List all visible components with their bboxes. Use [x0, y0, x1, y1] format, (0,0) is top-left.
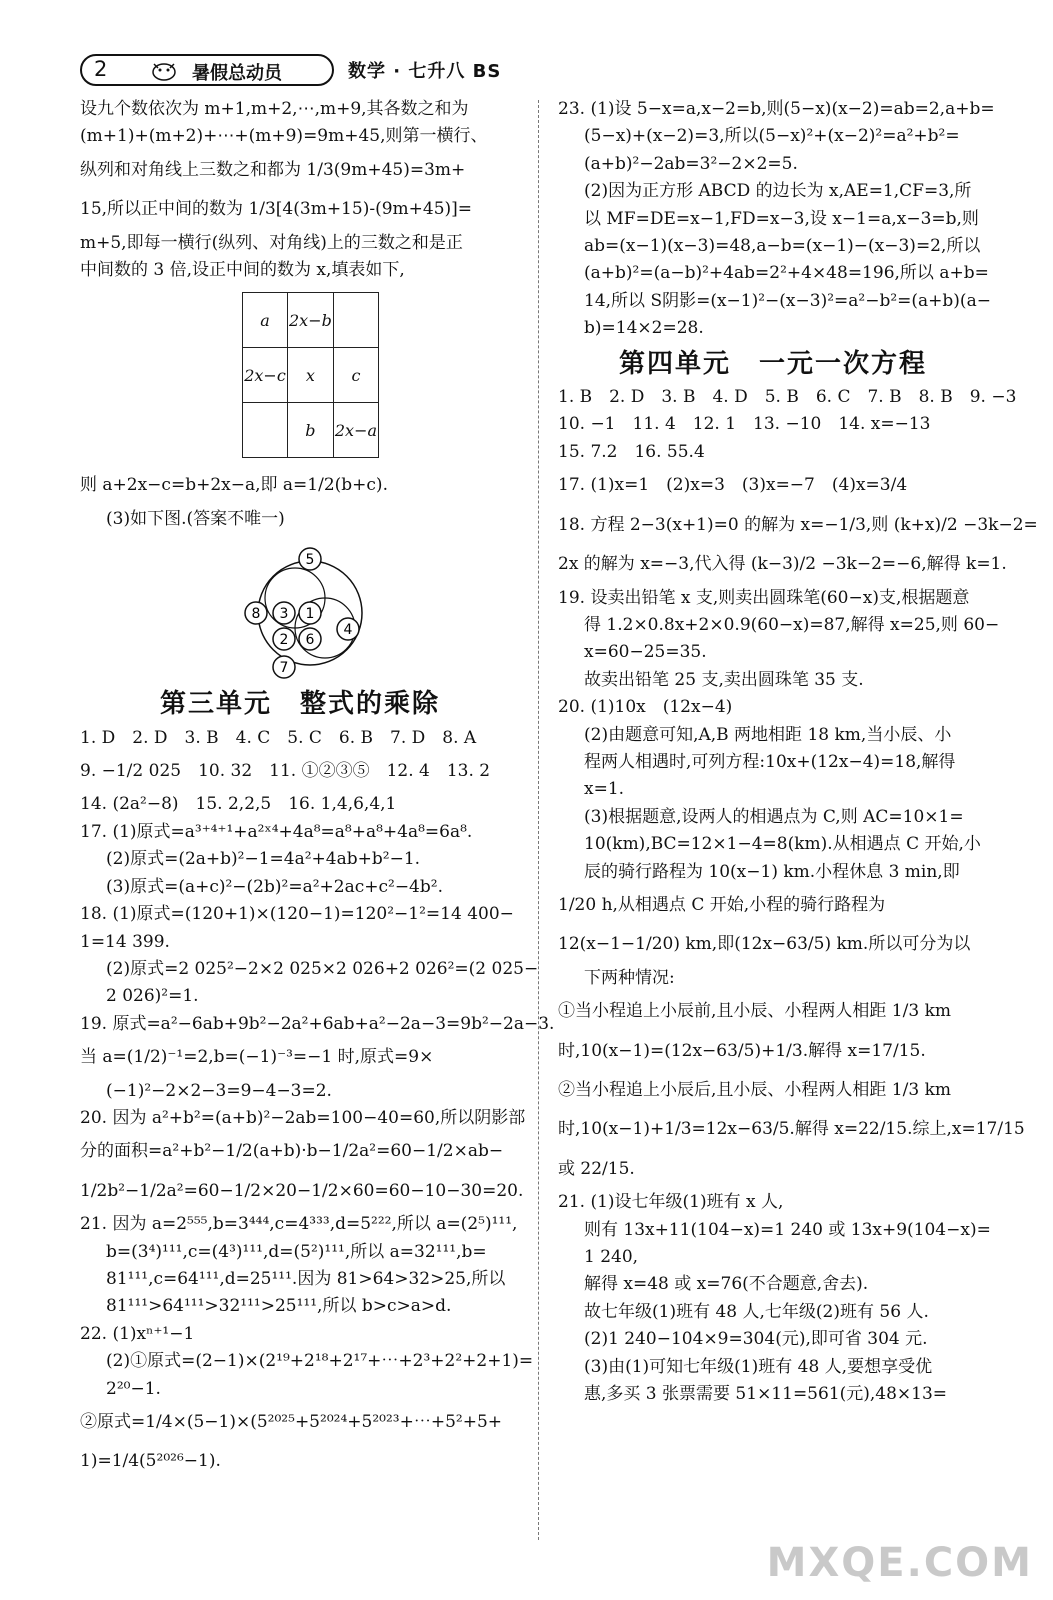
ring-node-label: 8	[251, 606, 261, 623]
text-line: 17. (1)x=1 (2)x=3 (3)x=−7 (4)x=3/4	[558, 475, 908, 496]
text-line: 19. 原式=a²−6ab+9b²−2a²+6ab+a²−2a−3=9b²−2a−3.	[80, 1013, 555, 1034]
watermark: MXQE.COM	[766, 1540, 1033, 1586]
text-line: 81¹¹¹,c=64¹¹¹,d=25¹¹¹.因为 81>64>32>25,所以	[106, 1268, 506, 1289]
page-number-badge	[80, 54, 334, 86]
text-line: 2x 的解为 x=−3,代入得 (k−3)/2 −3k−2=−6,解得 k=1.	[558, 554, 1007, 575]
text-line: 18. (1)原式=(120+1)×(120−1)=120²−1²=14 400−	[80, 904, 514, 925]
text-line: 81¹¹¹>64¹¹¹>32¹¹¹>25¹¹¹,所以 b>c>a>d.	[106, 1296, 452, 1317]
ring-node-label: 6	[305, 632, 315, 649]
text-line: 1=14 399.	[80, 931, 170, 952]
text-line: x=1.	[584, 779, 625, 800]
ring-node-label: 1	[305, 606, 315, 623]
text-line: 时,10(x−1)+1/3=12x−63/5.解得 x=22/15.综上,x=17/15	[558, 1119, 1025, 1140]
text-line: 1/20 h,从相遇点 C 开始,小程的骑行路程为	[558, 894, 886, 915]
text-line: 或 22/15.	[558, 1158, 635, 1179]
text-line: 则有 13x+11(104−x)=1 240 或 13x+9(104−x)=	[584, 1219, 991, 1240]
left-block-c	[80, 725, 555, 1482]
text-line: m+5,即每一横行(纵列、对角线)上的三数之和是正	[80, 232, 463, 253]
text-line: 分的面积=a²+b²−1/2(a+b)·b−1/2a²=60−1/2×ab−	[80, 1141, 504, 1162]
text-line: 1 240,	[584, 1247, 639, 1268]
text-line: 10. −1 11. 4 12. 1 13. −10 14. x=−13	[558, 414, 931, 435]
text-line: x=60−25=35.	[584, 642, 707, 663]
text-line: 下两种情况:	[584, 967, 675, 988]
text-line: 程两人相遇时,可列方程:10x+(12x−4)=18,解得	[584, 751, 956, 772]
text-line: (−1)²−2×2−3=9−4−3=2.	[106, 1080, 332, 1101]
number-ring-diagram	[240, 543, 380, 683]
text-line: (2)原式=2 025²−2×2 025×2 026+2 026²=(2 025−	[106, 958, 539, 979]
text-line: 设九个数依次为 m+1,m+2,⋯,m+9,其各数之和为	[80, 99, 469, 119]
text-line: 10(km),BC=12×1−4=8(km).从相遇点 C 开始,小	[584, 834, 981, 855]
text-line: 14,所以 S阴影=(x−1)²−(x−3)²=a²−b²=(a+b)(a−	[584, 290, 991, 311]
text-line: 22. (1)xⁿ⁺¹−1	[80, 1323, 195, 1344]
page-header	[80, 54, 640, 88]
text-line: 20. 因为 a²+b²=(a+b)²−2ab=100−40=60,所以阴影部	[80, 1107, 526, 1128]
ring-node-label: 4	[343, 622, 353, 639]
text-line: (3)如下图.(答案不唯一)	[106, 508, 285, 529]
text-line: (a+b)²−2ab=3²−2×2=5.	[584, 153, 798, 174]
text-line: 15. 7.2 16. 55.4	[558, 441, 705, 462]
text-line: 故七年级(1)班有 48 人,七年级(2)班有 56 人.	[584, 1301, 929, 1322]
right-block-a	[558, 96, 995, 343]
book-title: 暑假总动员	[192, 63, 282, 84]
grid-cell: x	[288, 348, 334, 403]
right-column	[558, 96, 1038, 1408]
text-line: 故卖出铅笔 25 支,卖出圆珠笔 35 支.	[584, 669, 864, 690]
grid-cell: 2x−c	[243, 348, 288, 403]
text-line: (2)①原式=(2−1)×(2¹⁹+2¹⁸+2¹⁷+⋯+2³+2²+2+1)=	[106, 1351, 534, 1372]
text-line: 惠,多买 3 张票需要 51×11=561(元),48×13=	[584, 1384, 948, 1405]
text-line: (m+1)+(m+2)+⋯+(m+9)=9m+45,则第一横行、	[80, 126, 488, 147]
text-line: 2²⁰−1.	[106, 1378, 161, 1399]
grid-row	[243, 348, 379, 403]
text-line: (2)1 240−104×9=304(元),即可省 304 元.	[584, 1329, 928, 1350]
grid-row	[243, 403, 379, 458]
text-line: ②原式=1/4×(5−1)×(5²⁰²⁵+5²⁰²⁴+5²⁰²³+⋯+5²+5+	[80, 1412, 503, 1432]
text-line: 2 026)²=1.	[106, 986, 199, 1007]
ring-node-label: 3	[279, 606, 289, 623]
text-line: (2)由题意可知,A,B 两地相距 18 km,当小辰、小	[584, 724, 952, 745]
grid-cell: c	[333, 348, 378, 403]
ring-node-label: 2	[279, 632, 289, 649]
text-line: (2)原式=(2a+b)²−1=4a²+4ab+b²−1.	[106, 849, 421, 870]
text-line: (3)根据题意,设两人的相遇点为 C,则 AC=10×1=	[584, 806, 964, 827]
unit3-title: 第三单元 整式的乘除	[159, 689, 440, 720]
text-line: 20. (1)10x (12x−4)	[558, 697, 733, 718]
text-line: b=(3⁴)¹¹¹,c=(4³)¹¹¹,d=(5²)¹¹¹,所以 a=32¹¹¹,b=	[106, 1241, 487, 1262]
text-line: (2)因为正方形 ABCD 的边长为 x,AE=1,CF=3,所	[584, 181, 972, 202]
text-line: 辰的骑行路程为 10(x−1) km.小程休息 3 min,即	[584, 861, 960, 882]
grid-cell: a	[243, 293, 288, 348]
grid-cell	[243, 403, 288, 458]
text-line: 1)=1/4(5²⁰²⁶−1).	[80, 1451, 221, 1472]
text-line: 17. (1)原式=a³⁺⁴⁺¹+a²ˣ⁴+4a⁸=a⁸+a⁸+4a⁸=6a⁸.	[80, 821, 473, 842]
text-line: 23. (1)设 5−x=a,x−2=b,则(5−x)(x−2)=ab=2,a+b=	[558, 99, 995, 119]
text-line: 12(x−1−1/20) km,即(12x−63/5) km.所以可分为以	[558, 934, 971, 955]
text-line: 19. 设卖出铅笔 x 支,则卖出圆珠笔(60−x)支,根据题意	[558, 587, 970, 608]
text-line: 1. D 2. D 3. B 4. C 5. C 6. B 7. D 8. A	[80, 727, 477, 748]
text-line: 14. (2a²−8) 15. 2,2,5 16. 1,4,6,4,1	[80, 794, 397, 815]
text-line: 得 1.2×0.8x+2×0.9(60−x)=87,解得 x=25,则 60−	[584, 614, 1000, 635]
grid-row	[243, 293, 379, 348]
subject-label: 数学 · 七升八 BS	[348, 61, 502, 82]
text-line: 当 a=(1/2)⁻¹=2,b=(−1)⁻³=−1 时,原式=9×	[80, 1047, 434, 1068]
ring-node-label: 7	[279, 660, 289, 677]
text-line: 21. 因为 a=2⁵⁵⁵,b=3⁴⁴⁴,c=4³³³,d=5²²²,所以 a=(2⁵)¹¹¹,	[80, 1214, 518, 1235]
text-line: ①当小程追上小辰前,且小辰、小程两人相距 1/3 km	[558, 1001, 951, 1022]
text-line: 15,所以正中间的数为 1/3[4(3m+15)-(9m+45)]=	[80, 199, 473, 220]
ring-svg	[240, 543, 380, 683]
text-line: 解得 x=48 或 x=76(不合题意,舍去).	[584, 1274, 869, 1295]
right-block-b	[558, 384, 1038, 1408]
text-line: 时,10(x−1)=(12x−63/5)+1/3.解得 x=17/15.	[558, 1040, 926, 1061]
left-column	[80, 96, 555, 1482]
text-line: 中间数的 3 倍,设正中间的数为 x,填表如下,	[80, 260, 405, 281]
grid-cell	[333, 293, 378, 348]
text-line: 21. (1)设七年级(1)班有 x 人,	[558, 1192, 784, 1213]
unit4-title: 第四单元 一元一次方程	[618, 348, 927, 379]
text-line: ab=(x−1)(x−3)=48,a−b=(x−1)−(x−3)=2,所以	[584, 236, 981, 257]
grid-cell: 2x−b	[288, 293, 334, 348]
grid-cell: 2x−a	[333, 403, 378, 458]
text-line: (a+b)²=(a−b)²+4ab=2²+4×48=196,所以 a+b=	[584, 263, 989, 284]
text-line: 9. −1/2 025 10. 32 11. ①②③⑤ 12. 4 13. 2	[80, 761, 491, 782]
text-line: (3)由(1)可知七年级(1)班有 48 人,要想享受优	[584, 1356, 933, 1377]
text-line: 1. B 2. D 3. B 4. D 5. B 6. C 7. B 8. B 9. −3	[558, 387, 1017, 408]
mascot-icon	[146, 58, 182, 84]
text-line: (5−x)+(x−2)=3,所以(5−x)²+(x−2)²=a²+b²=	[584, 126, 960, 147]
text-line: 以 MF=DE=x−1,FD=x−3,设 x−1=a,x−3=b,则	[584, 208, 979, 229]
text-line: 则 a+2x−c=b+2x−a,即 a=1/2(b+c).	[80, 475, 388, 496]
left-block-b	[80, 466, 520, 533]
left-block-a	[80, 96, 520, 284]
grid-cell: b	[288, 403, 334, 458]
ring-node-label: 5	[305, 552, 315, 569]
text-line: 1/2b²−1/2a²=60−1/2×20−1/2×60=60−10−30=20.	[80, 1180, 524, 1201]
text-line: 18. 方程 2−3(x+1)=0 的解为 x=−1/3,则 (k+x)/2 −3k−2=	[558, 514, 1038, 535]
magic-square-table	[242, 292, 379, 458]
text-line: ②当小程追上小辰后,且小辰、小程两人相距 1/3 km	[558, 1080, 951, 1100]
text-line: (3)原式=(a+c)²−(2b)²=a²+2ac+c²−4b².	[106, 876, 443, 897]
text-line: 纵列和对角线上三数之和都为 1/3(9m+45)=3m+	[80, 159, 466, 180]
column-divider	[538, 100, 539, 1540]
page-number: 2	[94, 57, 108, 81]
text-line: b)=14×2=28.	[584, 318, 704, 339]
